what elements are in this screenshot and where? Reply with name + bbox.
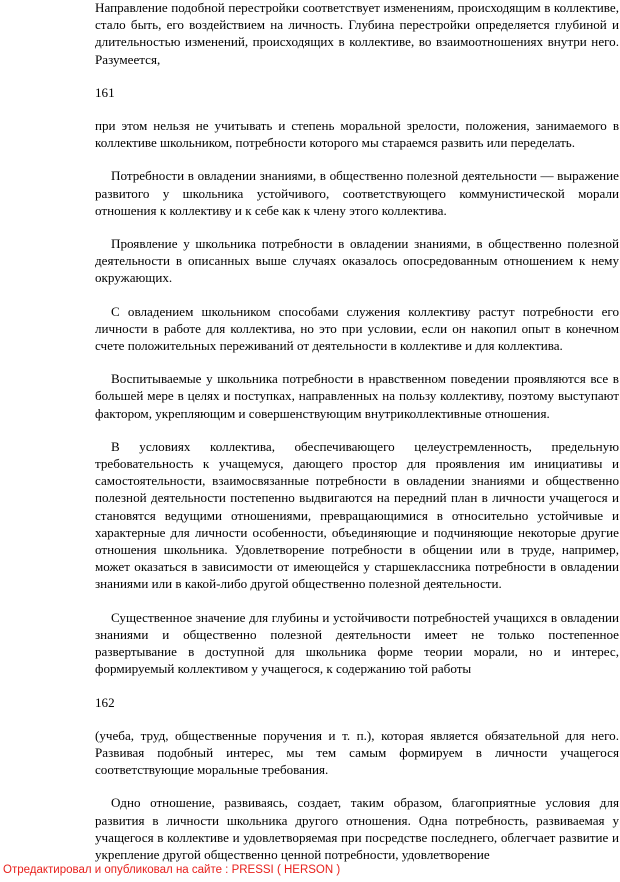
paragraph-6: Воспитываемые у школьника потребности в нравственном поведении проявляются все в большей мере в целях и поступках, направленных на пользу коллективу, поэтому выступают фактором, укрепляющим и совершенствующим внутриколлективные отношения. [95,371,619,421]
paragraph-5: С овладением школьником способами служения коллективу растут потребности его личности в работе для коллектива, но это при условии, если он накопил опыт в конечном счете положительных переживаний от деятельности в коллективе и для коллектива. [95,303,619,354]
paragraph-1: Направление подобной перестройки соответствует изменениям, происходящим в коллективе, стало быть, его воздействием на личность. Глубина перестройки определяется глубиной и длительностью изменений, происходящих в коллективе, во взаимоотношениях внутри него. Разумеется, [95,0,619,67]
paragraph-3: Потребности в овладении знаниями, в общественно полезной деятельности — выражение развитого у школьника устойчивого, соответствующего коммунистической морали отношения к коллективу и к себе как к члену этого коллектива. [95,168,619,218]
paragraph-2: при этом нельзя не учитывать и степень моральной зрелости, положения, занимаемого в коллективе школьником, потребности которого мы стараемся развить или переделать. [95,118,619,151]
page-number-161: 161 [95,84,115,100]
publisher-footer-link[interactable]: Отредактировал и опубликовал на сайте : PRESSI ( HERSON ) [3,864,341,876]
page-number-162: 162 [95,694,115,710]
paragraph-7: В условиях коллектива, обеспечивающего целеустремленность, предельную требовательность к учащемуся, дающего простор для проявления им инициативы и самостоятельности, взаимосвязанные потребности в овладении знаниями и общественно полезной деятельности постепенно выдвигаются на передний план в личности учащегося и становятся ведущими отношениями, превращающимися в относительно устойчивые и характерные для личности особенности, объединяющие и подчиняющие некоторые другие отношения школьника. Удовлетворение потребности в общении или в труде, например, может оказаться в зависимости от имеющейся у старшеклассника потребности в овладении знаниями или в какой-либо другой общественно полезной деятельности. [95,438,619,592]
paragraph-4: Проявление у школьника потребности в овладении знаниями, в общественно полезной деятельности в описанных выше случаях оказалось опосредованным отношением к нему окружающих. [95,236,619,286]
paragraph-10: Одно отношение, развиваясь, создает, таким образом, благоприятные условия для развития в личности школьника другого отношения. Одна потребность, развиваемая у учащегося в коллективе и удовлетворяемая при посредстве последнего, облегчает развитие и укрепление другой общественно ценной потребности, удовлетворение [95,795,619,862]
paragraph-9: (учеба, труд, общественные поручения и т. п.), которая является обязательной для него. Развивая подобный интерес, мы тем самым формируем в личности учащегося соответствующие моральные требования. [95,727,619,778]
paragraph-8: Существенное значение для глубины и устойчивости потребностей учащихся в овладении знаниями и общественно полезной деятельности имеет не только постепенное развертывание в доступной для школьника форме теории морали, но и интерес, формируемый коллективом у учащегося, к содержанию той работы [95,609,619,677]
document-page [95,0,619,863]
